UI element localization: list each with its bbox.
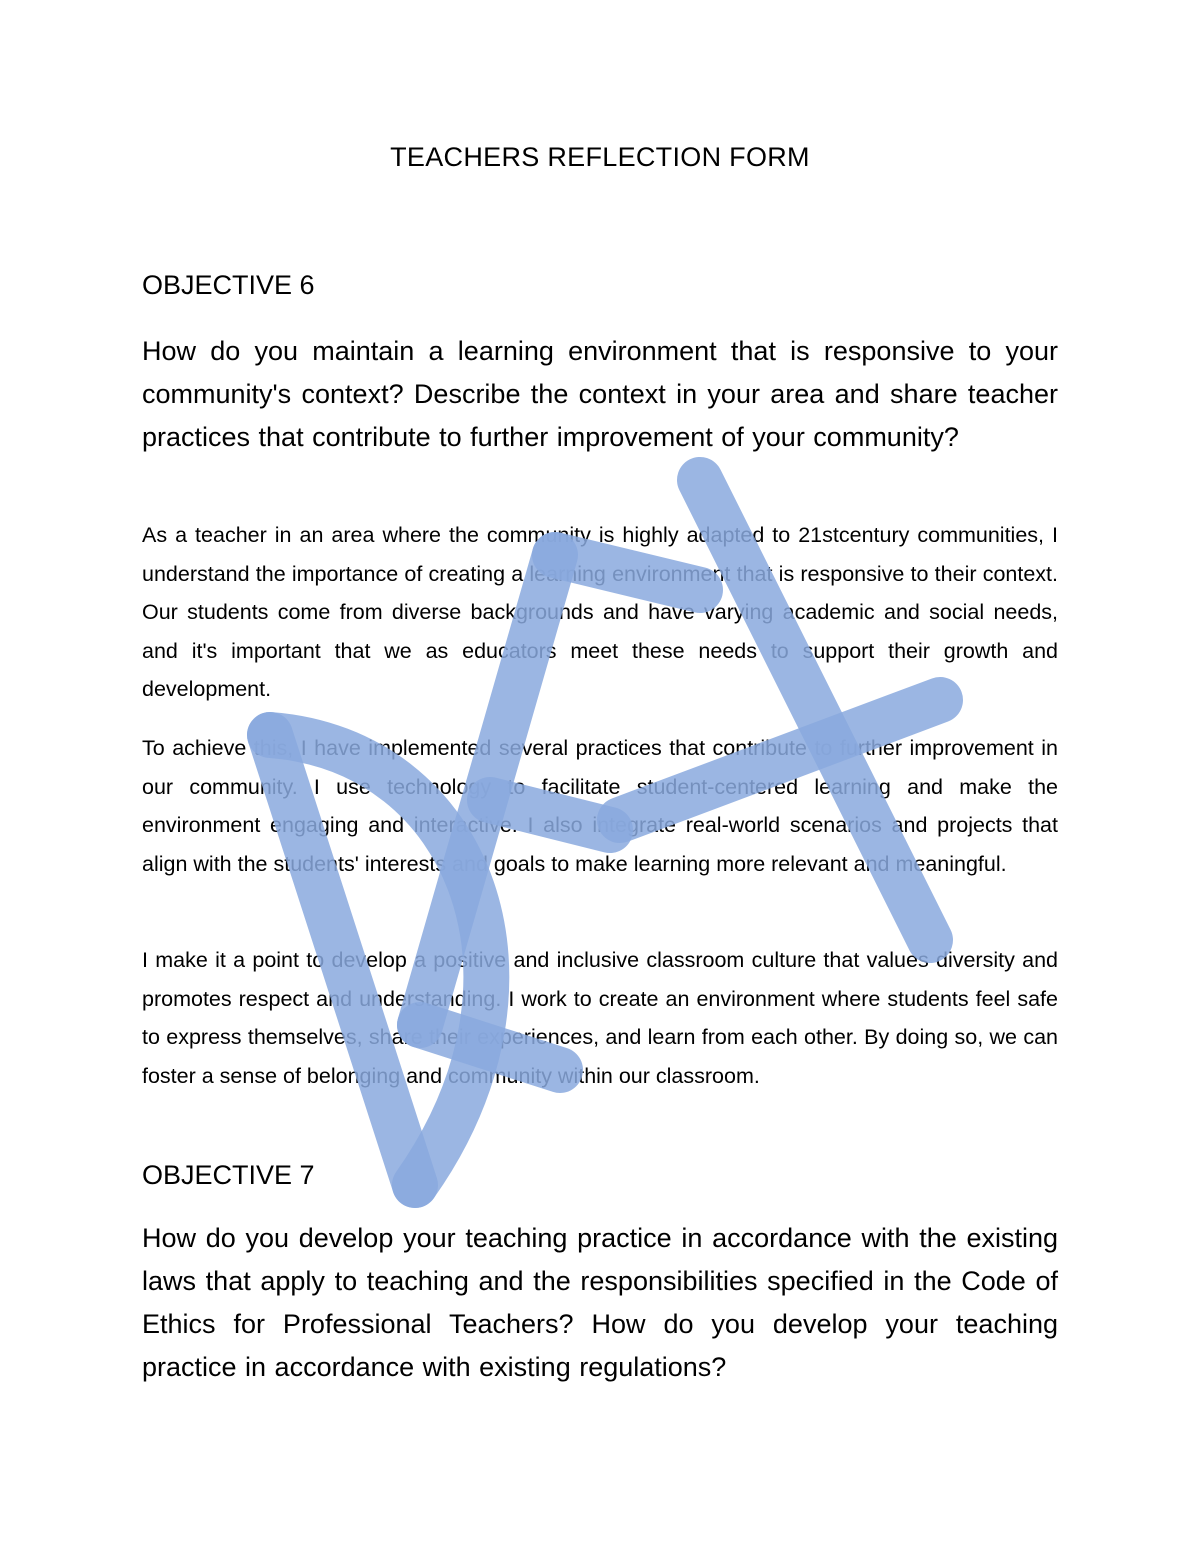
document-title: TEACHERS REFLECTION FORM xyxy=(390,142,810,172)
objective-6-paragraph-3: I make it a point to develop a positive and inclusive classroom culture that values diversity and promotes respect and understanding. I work to create an environment where students feel safe to express themselves, share their experiences, and learn from each other. By doing so, we can foster a sense of belonging and community within our classroom. xyxy=(142,948,1058,1088)
objective-7-heading: OBJECTIVE 7 xyxy=(142,1160,315,1190)
objective-6-question: How do you maintain a learning environment that is responsive to your community's context? Describe the context in your area and share teacher practices that contribute to further improvement of your community? xyxy=(142,336,1058,452)
objective-7-question: How do you develop your teaching practice in accordance with the existing laws that apply to teaching and the responsibilities specified in the Code of Ethics for Professional Teachers? How do you develop your teaching practice in accordance with existing regulations? xyxy=(142,1223,1058,1382)
objective-6-heading: OBJECTIVE 6 xyxy=(142,270,315,300)
objective-6-paragraph-1: As a teacher in an area where the community is highly adapted to 21stcentury communities, I understand the importance of creating a learning environment that is responsive to their context. Our students come from diverse backgrounds and have varying academic and social needs, and it's important that we as educators meet these needs to support their growth and development. xyxy=(142,523,1058,701)
objective-6-paragraph-2: To achieve this, I have implemented several practices that contribute to further improvement in our community. I use technology to facilitate student-centered learning and make the environment engaging and interactive. I also integrate real-world scenarios and projects that align with the students' interests and goals to make learning more relevant and meaningful. xyxy=(142,736,1058,876)
